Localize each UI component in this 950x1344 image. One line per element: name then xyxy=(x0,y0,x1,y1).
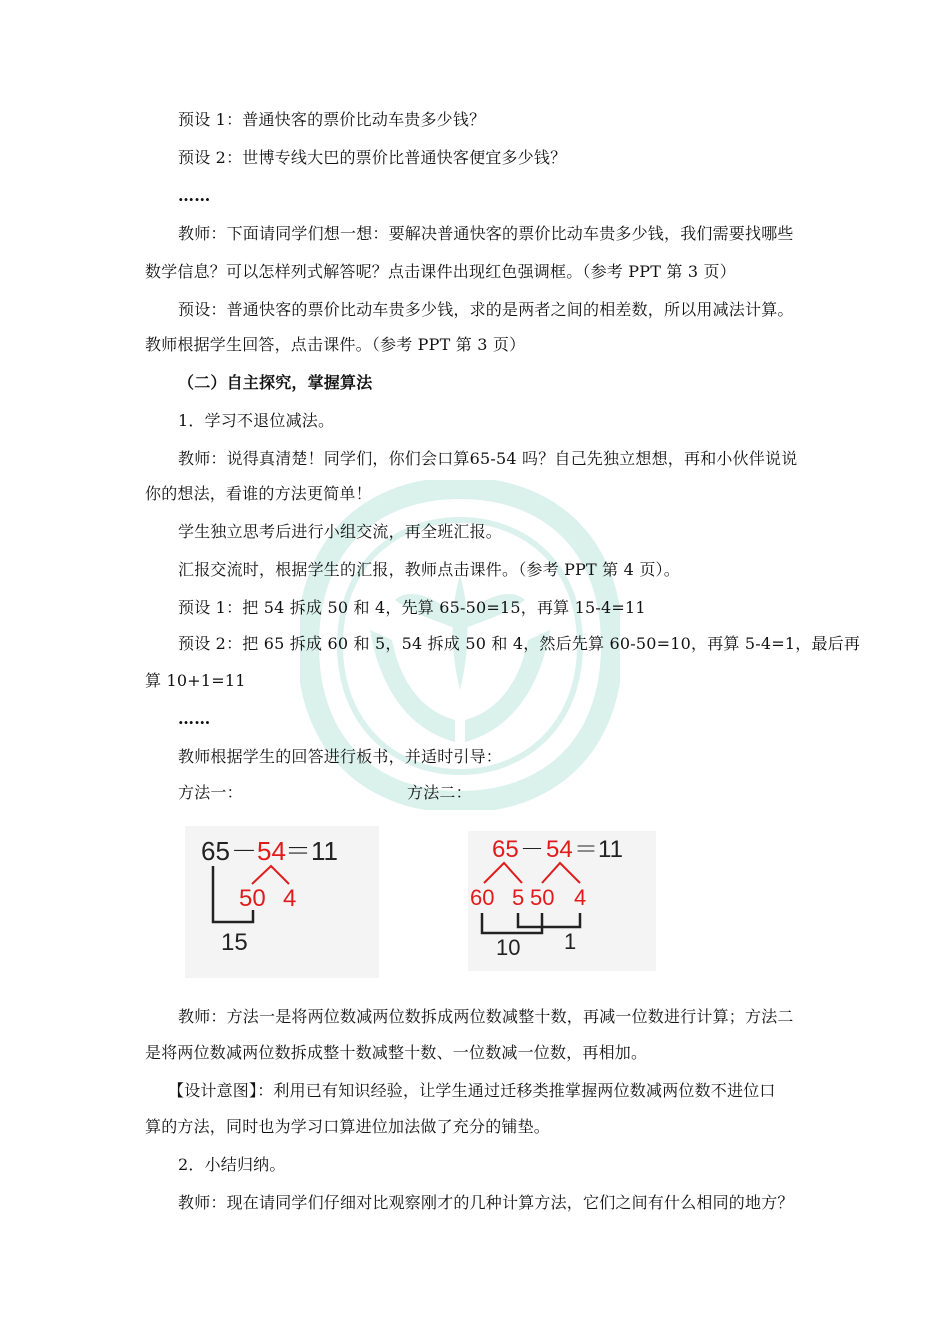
method1-split-ones: 4 xyxy=(283,885,297,912)
text-line: 算 10+1=11 xyxy=(145,671,246,690)
text-line: 教师：现在请同学们仔细对比观察刚才的几种计算方法，它们之间有什么相同的地方？ xyxy=(178,1193,794,1212)
method2-subtrahend: 54 xyxy=(546,836,573,863)
method2-a-ones: 5 xyxy=(512,885,525,910)
method2-subtrahend-branch xyxy=(542,863,580,883)
method2-a-tens: 60 xyxy=(470,885,495,910)
method1-split-tens: 50 xyxy=(239,885,266,912)
ellipsis: …… xyxy=(178,186,211,205)
method1-operator: － xyxy=(231,836,258,866)
text-line: 预设 2：世博专线大巴的票价比普通快客便宜多少钱？ xyxy=(178,148,567,167)
method-one-label: 方法一： xyxy=(178,783,243,802)
method2-minuend-branch xyxy=(484,863,522,883)
text-line: 你的想法，看谁的方法更简单！ xyxy=(145,484,372,503)
text-line: 教师根据学生回答，点击课件。（参考 PPT 第 3 页） xyxy=(145,335,526,354)
method2-minuend: 65 xyxy=(492,836,519,863)
method2-tens-diff: 10 xyxy=(496,935,521,960)
text-line: 教师：下面请同学们想一想：要解决普通快客的票价比动车贵多少钱，我们需要找哪些 xyxy=(178,224,794,243)
text-line: 算的方法，同时也为学习口算进位加法做了充分的铺垫。 xyxy=(145,1117,551,1136)
method2-result: 11 xyxy=(598,836,623,863)
method1-equals: ＝ xyxy=(285,836,312,866)
method1-subtrahend: 54 xyxy=(257,836,286,866)
method2-ones-bracket xyxy=(518,913,580,927)
method-two-label: 方法二： xyxy=(407,783,472,802)
method2-equals: ＝ xyxy=(574,836,598,863)
method2-ones-diff: 1 xyxy=(564,929,577,954)
ellipsis: …… xyxy=(178,709,211,728)
design-intent-line: 【设计意图】：利用已有知识经验，让学生通过迁移类推掌握两位数减两位数不进位口 xyxy=(168,1081,776,1100)
method1-split-branch xyxy=(252,866,289,884)
text-line: 学生独立思考后进行小组交流，再全班汇报。 xyxy=(178,522,503,541)
text-line: 预设 1：普通快客的票价比动车贵多少钱？ xyxy=(178,110,486,129)
text-line: 1．学习不退位减法。 xyxy=(178,411,335,430)
text-line: 教师：方法一是将两位数减两位数拆成两位数减整十数，再减一位数进行计算；方法二 xyxy=(178,1007,794,1026)
method1-partial: 15 xyxy=(221,929,248,956)
text-line: 是将两位数减两位数拆成整十数减整十数、一位数减一位数，再相加。 xyxy=(145,1043,648,1062)
method2-operator: － xyxy=(520,836,544,863)
method2-b-tens: 50 xyxy=(530,885,555,910)
text-line: 数学信息？可以怎样列式解答呢？点击课件出现红色强调框。（参考 PPT 第 3 页） xyxy=(145,262,736,281)
section-heading: （二）自主探究，掌握算法 xyxy=(178,373,373,392)
text-line: 教师：说得真清楚！同学们，你们会口算65-54 吗？自己先独立想想，再和小伙伴说说 xyxy=(178,449,798,468)
text-line: 预设 2：把 65 拆成 60 和 5，54 拆成 50 和 4，然后先算 60-50=10，再算 5-4=1，最后再 xyxy=(178,634,861,653)
method1-minuend: 65 xyxy=(201,836,230,866)
text-line: 教师根据学生的回答进行板书，并适时引导： xyxy=(178,747,503,766)
method-one-figure xyxy=(185,826,379,978)
text-line: 预设 1：把 54 拆成 50 和 4，先算 65-50=15，再算 15-4=11 xyxy=(178,598,646,617)
method2-b-ones: 4 xyxy=(574,885,587,910)
method2-tens-bracket xyxy=(482,913,542,933)
method1-result: 11 xyxy=(311,836,338,866)
text-line: 预设：普通快客的票价比动车贵多少钱，求的是两者之间的相差数，所以用减法计算。 xyxy=(178,300,794,319)
method-two-figure xyxy=(468,831,656,971)
text-line: 汇报交流时，根据学生的汇报，教师点击课件。（参考 PPT 第 4 页）。 xyxy=(178,560,680,579)
text-line: 2．小结归纳。 xyxy=(178,1155,286,1174)
